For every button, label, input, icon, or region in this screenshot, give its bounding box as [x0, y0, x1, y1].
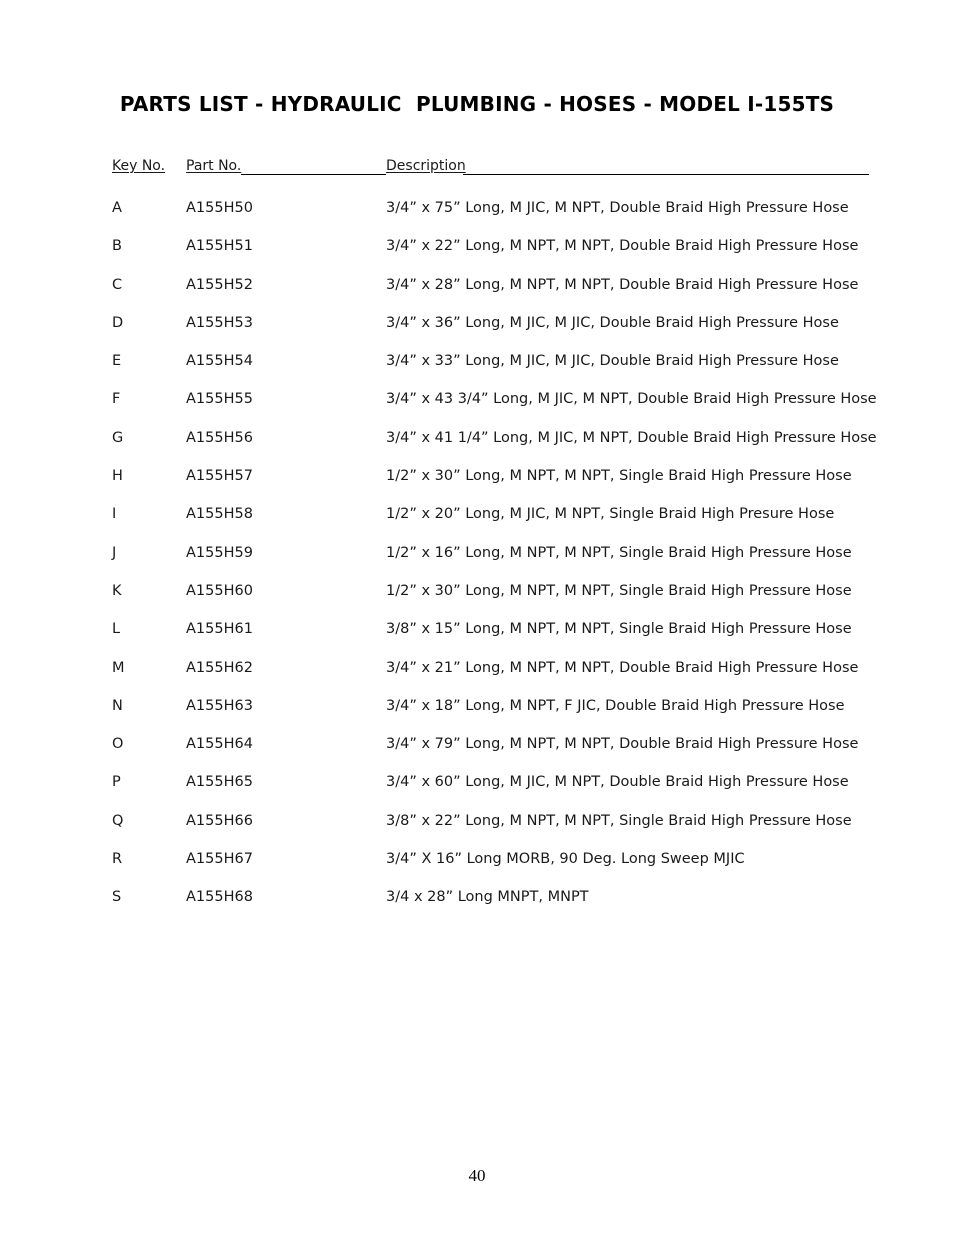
description-cell: 3/4” x 79” Long, M NPT, M NPT, Double Braid High Pressure Hose: [386, 736, 859, 753]
table-row: [0, 545, 954, 583]
part-no-cell: A155H67: [186, 851, 253, 868]
parts-list: [0, 200, 954, 928]
part-no-cell: A155H68: [186, 889, 253, 906]
table-row: [0, 238, 954, 276]
table-row: [0, 430, 954, 468]
table-row: [0, 774, 954, 812]
description-cell: 1/2” x 30” Long, M NPT, M NPT, Single Braid High Pressure Hose: [386, 468, 852, 485]
part-no-cell: A155H65: [186, 774, 253, 791]
description-cell: 3/4 x 28” Long MNPT, MNPT: [386, 889, 589, 906]
description-cell: 3/4” x 43 3/4” Long, M JIC, M NPT, Double Braid High Pressure Hose: [386, 391, 877, 408]
key-no-cell: I: [112, 506, 117, 523]
description-cell: 3/4” x 33” Long, M JIC, M JIC, Double Braid High Pressure Hose: [386, 353, 839, 370]
part-no-cell: A155H56: [186, 429, 253, 446]
table-row: [0, 315, 954, 353]
table-row: [0, 583, 954, 621]
key-no-cell: P: [112, 774, 121, 791]
description-cell: 1/2” x 30” Long, M NPT, M NPT, Single Braid High Pressure Hose: [386, 582, 852, 599]
key-no-cell: R: [112, 851, 123, 868]
description-cell: 1/2” x 20” Long, M JIC, M NPT, Single Braid High Presure Hose: [386, 506, 835, 523]
part-no-cell: A155H54: [186, 353, 253, 370]
part-no-cell: A155H53: [186, 314, 253, 331]
key-no-cell: S: [112, 889, 122, 906]
description-cell: 3/4” x 18” Long, M NPT, F JIC, Double Braid High Pressure Hose: [386, 697, 845, 714]
description-cell: 3/8” x 22” Long, M NPT, M NPT, Single Braid High Pressure Hose: [386, 812, 852, 829]
description-cell: 3/4” x 60” Long, M JIC, M NPT, Double Braid High Pressure Hose: [386, 774, 849, 791]
key-no-cell: K: [112, 582, 122, 599]
column-header-key-no: Key No.: [112, 158, 166, 174]
part-no-cell: A155H50: [186, 200, 253, 216]
description-cell: 3/4” x 21” Long, M NPT, M NPT, Double Braid High Pressure Hose: [386, 659, 859, 676]
key-no-cell: H: [112, 468, 123, 485]
key-no-cell: F: [112, 391, 121, 408]
part-no-cell: A155H57: [186, 468, 253, 485]
description-cell: 3/4” x 75” Long, M JIC, M NPT, Double Braid High Pressure Hose: [386, 200, 849, 216]
column-header-description: Description: [386, 158, 466, 174]
description-cell: 3/8” x 15” Long, M NPT, M NPT, Single Braid High Pressure Hose: [386, 621, 852, 638]
key-no-cell: L: [112, 621, 121, 638]
key-no-cell: D: [112, 314, 124, 331]
description-cell: 3/4” x 41 1/4” Long, M JIC, M NPT, Double Braid High Pressure Hose: [386, 429, 877, 446]
table-row: [0, 889, 954, 927]
part-no-cell: A155H52: [186, 276, 253, 293]
part-no-cell: A155H51: [186, 238, 253, 255]
part-no-cell: A155H55: [186, 391, 253, 408]
part-no-cell: A155H59: [186, 544, 253, 561]
key-no-cell: A: [112, 200, 122, 216]
table-row: [0, 813, 954, 851]
key-no-cell: G: [112, 429, 124, 446]
key-no-cell: B: [112, 238, 122, 255]
key-no-cell: E: [112, 353, 122, 370]
page-number: 40: [468, 1166, 486, 1185]
table-row: [0, 851, 954, 889]
table-header: [0, 158, 954, 178]
part-no-cell: A155H60: [186, 582, 253, 599]
key-no-cell: O: [112, 736, 124, 753]
description-cell: 3/4” X 16” Long MORB, 90 Deg. Long Sweep MJIC: [386, 851, 745, 868]
table-row: [0, 736, 954, 774]
table-row: [0, 277, 954, 315]
table-row: [0, 391, 954, 429]
key-no-cell: N: [112, 697, 123, 714]
part-no-cell: A155H62: [186, 659, 253, 676]
key-no-cell: C: [112, 276, 123, 293]
key-no-cell: Q: [112, 812, 124, 829]
header-underline-description: [463, 174, 869, 175]
part-no-cell: A155H58: [186, 506, 253, 523]
description-cell: 1/2” x 16” Long, M NPT, M NPT, Single Braid High Pressure Hose: [386, 544, 852, 561]
part-no-cell: A155H64: [186, 736, 253, 753]
part-no-cell: A155H63: [186, 697, 253, 714]
description-cell: 3/4” x 28” Long, M NPT, M NPT, Double Braid High Pressure Hose: [386, 276, 859, 293]
table-row: [0, 353, 954, 391]
part-no-cell: A155H61: [186, 621, 253, 638]
header-underline-part: [241, 174, 386, 175]
description-cell: 3/4” x 22” Long, M NPT, M NPT, Double Braid High Pressure Hose: [386, 238, 859, 255]
description-cell: 3/4” x 36” Long, M JIC, M JIC, Double Braid High Pressure Hose: [386, 314, 839, 331]
key-no-cell: M: [112, 659, 125, 676]
part-no-cell: A155H66: [186, 812, 253, 829]
table-row: [0, 200, 954, 238]
page-title: PARTS LIST - HYDRAULIC PLUMBING - HOSES - MODEL I-155TS: [119, 92, 835, 117]
table-row: [0, 468, 954, 506]
key-no-cell: J: [112, 544, 117, 561]
table-row: [0, 660, 954, 698]
table-row: [0, 506, 954, 544]
column-header-part-no: Part No.: [186, 158, 242, 174]
table-row: [0, 698, 954, 736]
table-row: [0, 621, 954, 659]
